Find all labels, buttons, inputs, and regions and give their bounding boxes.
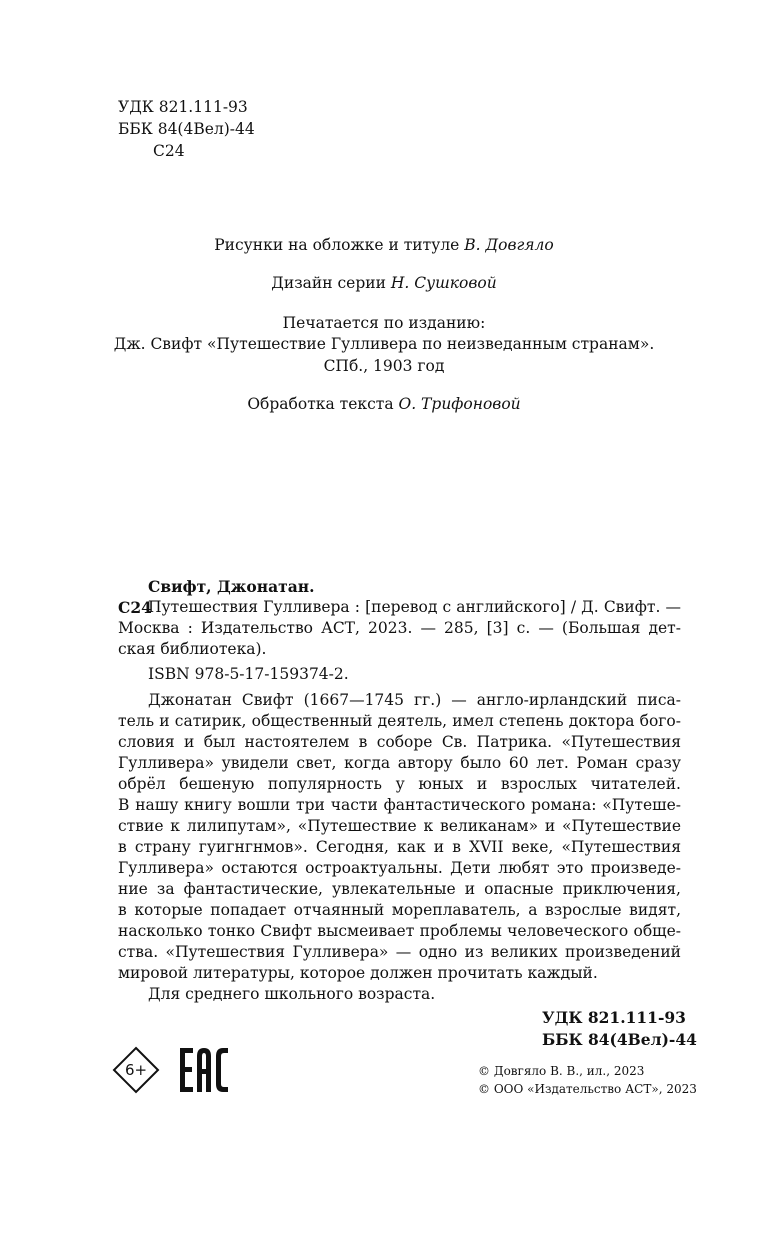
processing-prefix: Обработка текста [247,395,399,413]
bottom-udk: УДК 821.111-93 [542,1008,686,1027]
annotation-line: насколько тонко Свифт высмеивает проблемы человеческого обще- [118,922,681,940]
annotation-line: тель и сатирик, общественный деятель, имел степень доктора бого- [118,712,681,730]
annotation-line: в которые попадает отчаянный мореплаватель, а взрослые видят, [118,901,681,919]
annotation-line: мировой литературы, которое должен прочитать каждый. [118,964,598,982]
copyright-publisher: © ООО «Издательство АСТ», 2023 [478,1082,697,1096]
author-heading: Свифт, Джонатан. [148,577,315,596]
annotation-first [148,690,681,711]
annotation-line: Гулливера» увидели свет, когда автору было 60 лет. Роман сразу [118,754,681,772]
design-credit [0,273,768,293]
source-line-2: Дж. Свифт «Путешествие Гулливера по неизведанным странам». [113,335,655,353]
source-line-3: СПб., 1903 год [323,357,445,375]
annotation-line: ства. «Путешествия Гулливера» — одно из великих произведений [118,943,681,961]
age-rating-text: 6+ [124,1061,148,1079]
annotation-line: ние за фантастические, увлекательные и опасные приключения, [118,880,681,898]
annotation-line: Джонатан Свифт (1667—1745 гг.) — англо-ирландский писа- [148,691,681,709]
catalog-mark: С24 [118,598,152,617]
audience: Для среднего школьного возраста. [148,985,436,1003]
annotation-line: В нашу книгу вошли три части фантастического романа: «Путеше- [118,796,681,814]
design-prefix: Дизайн серии [271,274,391,292]
age-rating-badge [112,1046,160,1094]
isbn: ISBN 978-5-17-159374-2. [148,665,349,683]
entry-line: Путешествия Гулливера : [перевод с английского] / Д. Свифт. — [148,598,681,616]
processing-name: О. Трифоновой [398,395,521,413]
catalog-entry [148,597,681,618]
illustrations-credit [0,235,768,255]
illustrations-name: В. Довгяло [464,236,554,254]
source-line-1: Печатается по изданию: [282,314,486,332]
top-bbk: ББК 84(4Вел)-44 [118,120,255,138]
annotation-line: обрёл бешеную популярность у юных и взрослых читателей. [118,775,681,793]
top-udk: УДК 821.111-93 [118,98,248,116]
annotation-line: Гулливера» остаются остроактуальны. Дети любят это произведе- [118,859,681,877]
eac-logo-icon [178,1044,230,1096]
annotation-line: словия и был настоятелем в соборе Св. Патрика. «Путешествия [118,733,681,751]
bottom-bbk: ББК 84(4Вел)-44 [542,1030,697,1049]
illustrations-prefix: Рисунки на обложке и титуле [214,236,465,254]
top-author-mark: С24 [153,142,185,160]
processing-credit [0,394,768,414]
entry-line: Москва : Издательство АСТ, 2023. — 285, [3] с. — (Большая дет- [118,619,681,637]
annotation-line: в страну гуигнгнмов». Сегодня, как и в XVII веке, «Путешествия [118,838,681,856]
entry-line: ская библиотека). [118,640,267,658]
eac-mark [178,1044,230,1096]
copyright-illustrator: © Довгяло В. В., ил., 2023 [478,1064,645,1078]
annotation-line: ствие к лилипутам», «Путешествие к великанам» и «Путешествие [118,817,681,835]
catalog-entry-cont [118,618,681,660]
design-name: Н. Сушковой [390,274,497,292]
annotation [118,711,681,984]
